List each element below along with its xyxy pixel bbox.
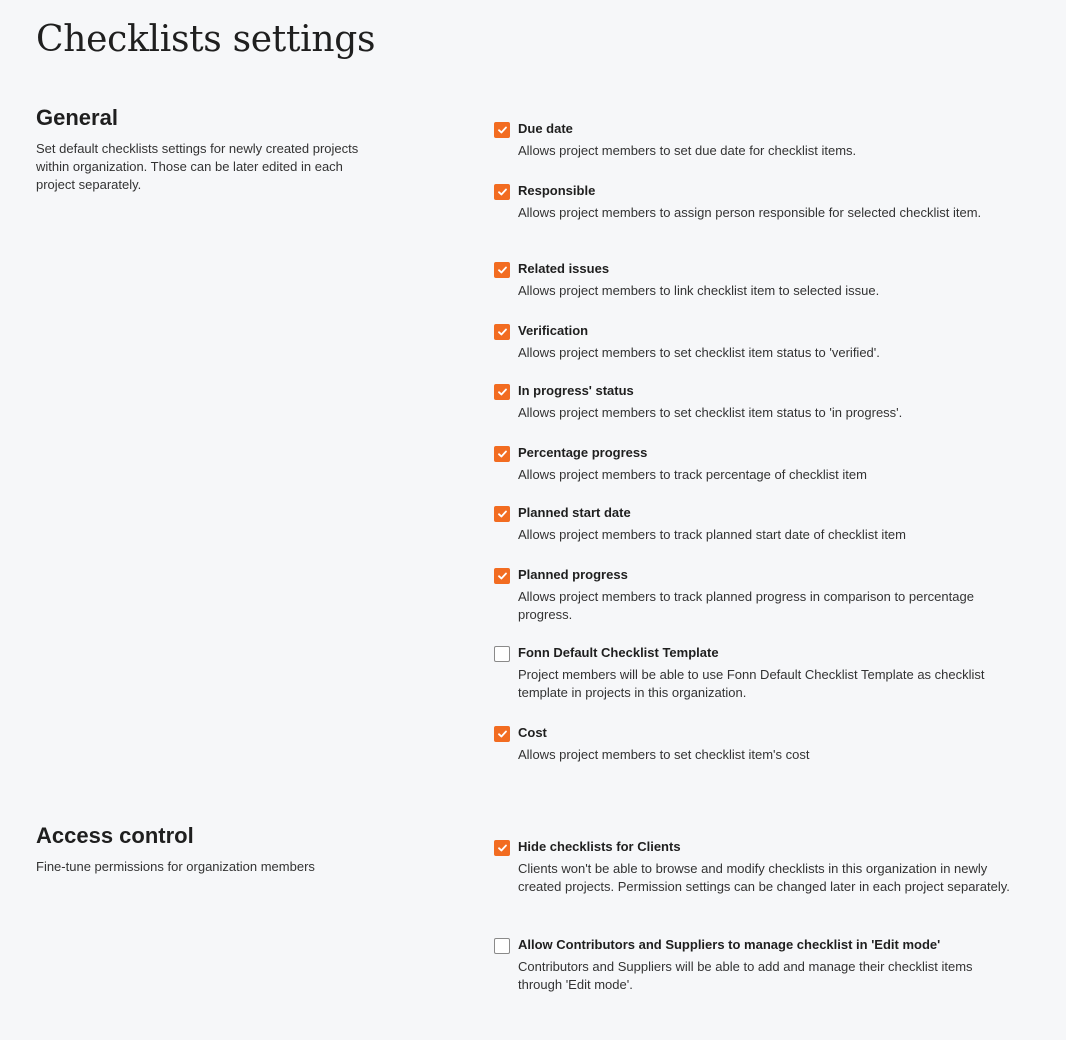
planned-start-date-checkbox[interactable] bbox=[494, 506, 510, 522]
option-responsible bbox=[494, 181, 1018, 222]
fonn-default-checklist-template-checkbox[interactable] bbox=[494, 646, 510, 662]
option-description: Contributors and Suppliers will be able to add and manage their checklist items through 'Edit mode'. bbox=[518, 959, 973, 992]
option-title: In progress' status bbox=[518, 383, 634, 398]
checkmark-icon bbox=[498, 730, 507, 738]
checkmark-icon bbox=[498, 450, 507, 458]
option-title: Fonn Default Checklist Template bbox=[518, 645, 719, 660]
option-title: Due date bbox=[518, 121, 573, 136]
in-progress-status-checkbox[interactable] bbox=[494, 384, 510, 400]
section-general-info bbox=[36, 104, 376, 194]
option-description: Allows project members to track planned start date of checklist item bbox=[518, 527, 906, 542]
option-related-issues bbox=[494, 259, 1018, 300]
section-description: Set default checklists settings for newly created projects within organization. Those can be later edited in each project separately. bbox=[36, 141, 359, 192]
option-in-progress-status bbox=[494, 381, 1018, 422]
option-title: Related issues bbox=[518, 261, 610, 276]
option-title: Cost bbox=[518, 725, 547, 740]
option-description: Allows project members to set checklist item's cost bbox=[518, 747, 810, 762]
option-description: Allows project members to track planned progress in comparison to percentage progress. bbox=[518, 589, 974, 622]
checkmark-icon bbox=[498, 572, 507, 580]
option-planned-start-date bbox=[494, 503, 1018, 544]
section-access-control-info bbox=[36, 822, 376, 876]
allow-contributors-edit-mode-checkbox[interactable] bbox=[494, 938, 510, 954]
option-cost bbox=[494, 723, 1018, 764]
percentage-progress-checkbox[interactable] bbox=[494, 446, 510, 462]
option-title: Allow Contributors and Suppliers to manage checklist in 'Edit mode' bbox=[518, 937, 941, 952]
option-fonn-default-checklist-template bbox=[494, 643, 1018, 702]
option-title: Responsible bbox=[518, 183, 596, 198]
option-description: Allows project members to link checklist item to selected issue. bbox=[518, 283, 880, 298]
option-title: Hide checklists for Clients bbox=[518, 839, 681, 854]
section-description: Fine-tune permissions for organization members bbox=[36, 859, 315, 874]
option-description: Allows project members to track percentage of checklist item bbox=[518, 467, 867, 482]
checkmark-icon bbox=[498, 328, 507, 336]
option-description: Clients won't be able to browse and modify checklists in this organization in newly created projects. Permission settings can be changed later in each project separately. bbox=[518, 861, 1010, 894]
related-issues-checkbox[interactable] bbox=[494, 262, 510, 278]
option-title: Percentage progress bbox=[518, 445, 648, 460]
option-title: Planned start date bbox=[518, 505, 631, 520]
planned-progress-checkbox[interactable] bbox=[494, 568, 510, 584]
option-allow-contributors-edit-mode bbox=[494, 935, 1018, 994]
checkmark-icon bbox=[498, 388, 507, 396]
option-hide-checklists-for-clients bbox=[494, 837, 1018, 896]
option-percentage-progress bbox=[494, 443, 1018, 484]
option-description: Allows project members to set due date for checklist items. bbox=[518, 143, 857, 158]
checkmark-icon bbox=[498, 844, 507, 852]
checkmark-icon bbox=[498, 266, 507, 274]
option-description: Allows project members to set checklist item status to 'in progress'. bbox=[518, 405, 903, 420]
checkmark-icon bbox=[498, 126, 507, 134]
section-heading: Access control bbox=[36, 823, 194, 848]
option-description: Allows project members to set checklist item status to 'verified'. bbox=[518, 345, 880, 360]
section-heading: General bbox=[36, 105, 118, 130]
option-planned-progress bbox=[494, 565, 1018, 624]
checkmark-icon bbox=[498, 510, 507, 518]
page-title: Checklists settings bbox=[36, 19, 376, 60]
responsible-checkbox[interactable] bbox=[494, 184, 510, 200]
option-title: Planned progress bbox=[518, 567, 628, 582]
option-verification bbox=[494, 321, 1018, 362]
option-description: Project members will be able to use Fonn Default Checklist Template as checklist template in projects in this organization. bbox=[518, 667, 985, 700]
option-title: Verification bbox=[518, 323, 589, 338]
hide-checklists-for-clients-checkbox[interactable] bbox=[494, 840, 510, 856]
due-date-checkbox[interactable] bbox=[494, 122, 510, 138]
cost-checkbox[interactable] bbox=[494, 726, 510, 742]
option-due-date bbox=[494, 119, 1018, 160]
checkmark-icon bbox=[498, 188, 507, 196]
option-description: Allows project members to assign person responsible for selected checklist item. bbox=[518, 205, 982, 220]
verification-checkbox[interactable] bbox=[494, 324, 510, 340]
